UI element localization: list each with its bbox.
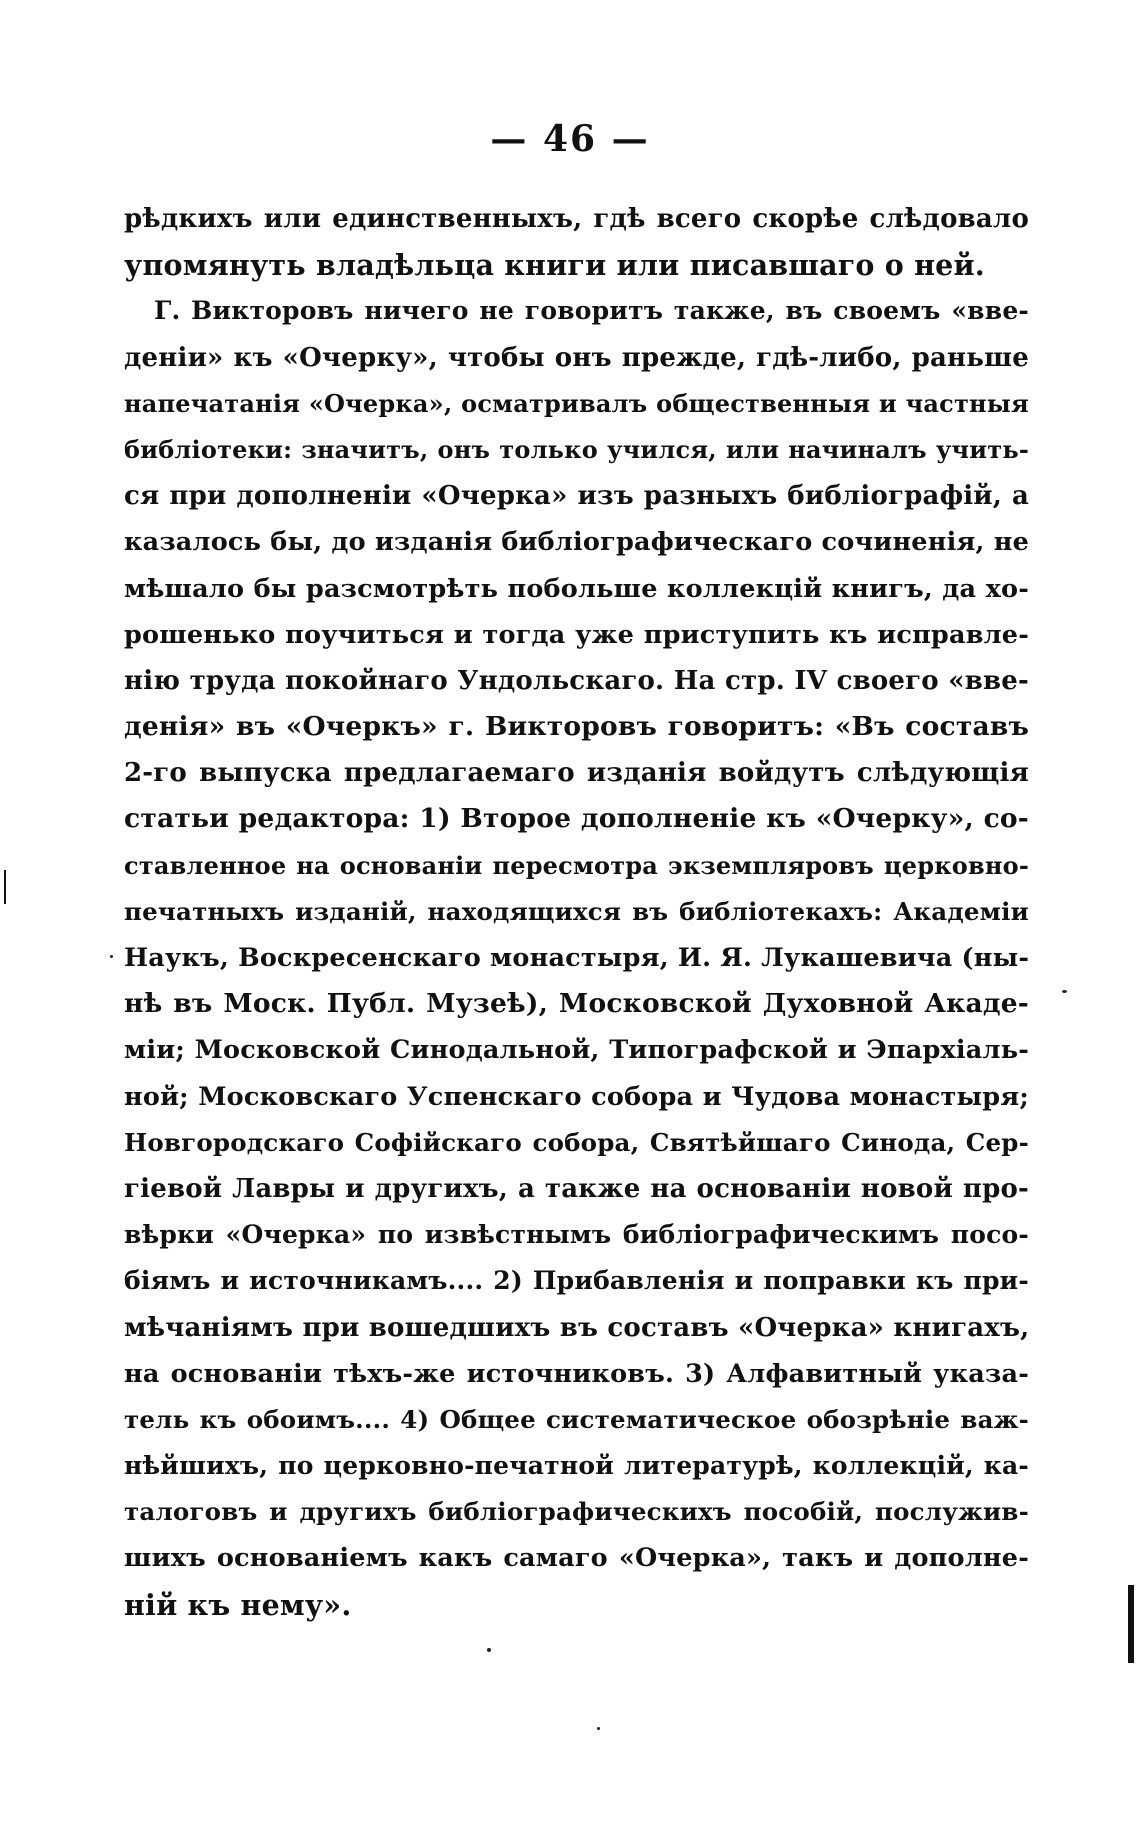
scan-edge-mark	[4, 870, 6, 904]
text-line: библіотеки: значитъ, онъ только учился, или начиналъ учить-	[124, 434, 1029, 464]
body-text	[124, 196, 1029, 1628]
scan-edge-mark	[1128, 1585, 1134, 1663]
scan-speck	[110, 955, 113, 958]
scan-speck	[1062, 990, 1067, 993]
text-line: ставленное на основаніи пересмотра экземпляровъ церковно-	[124, 850, 1029, 880]
text-line: мѣчаніямъ при вошедшихъ въ составъ «Очерка» книгахъ,	[124, 1312, 1030, 1343]
text-line: Наукъ, Воскресенскаго монастыря, И. Я. Лукашевича (ны-	[124, 943, 1030, 973]
text-line: біямъ и источникамъ.... 2) Прибавленія и поправки къ при-	[124, 1266, 1029, 1296]
text-line: рѣдкихъ или единственныхъ, гдѣ всего скорѣе слѣдовало	[124, 204, 1029, 234]
text-line: напечатанія «Очерка», осматривалъ общественныя и частныя	[124, 388, 1029, 418]
text-line: ній къ нему».	[124, 1587, 352, 1622]
text-line: шихъ основаніемъ какъ самаго «Очерка», такъ и дополне-	[124, 1543, 1029, 1574]
text-line: статьи редактора: 1) Второе дополненіе къ «Очерку», со-	[124, 803, 1029, 835]
text-line: денія» въ «Очеркъ» г. Викторовъ говоритъ: «Въ составъ	[124, 711, 1029, 743]
text-line: тель къ обоимъ.... 4) Общее систематическое обозрѣніе важ-	[124, 1404, 1029, 1434]
text-line: Новгородскаго Софійскаго собора, Святѣйшаго Синода, Сер-	[124, 1127, 1029, 1157]
text-line: на основаніи тѣхъ-же источниковъ. 3) Алфавитный указа-	[124, 1358, 1029, 1389]
text-line: мѣшало бы разсмотрѣть побольше коллекцій книгъ, да хо-	[124, 573, 1029, 604]
text-line: нѣ въ Моск. Публ. Музеѣ), Московской Духовной Акаде-	[124, 988, 1029, 1020]
text-line: упомянуть владѣльца книги или писавшаго о ней.	[124, 248, 985, 283]
text-line: 2-го выпуска предлагаемаго изданія войдутъ слѣдующія	[124, 758, 1029, 789]
text-line: вѣрки «Очерка» по извѣстнымъ библіографическимъ посо-	[124, 1220, 1029, 1250]
text-line: нію труда покойнаго Ундольскаго. На стр. IV своего «вве-	[124, 665, 1029, 696]
text-line: талоговъ и другихъ библіографическихъ пособій, послужив-	[124, 1497, 1029, 1527]
page-number: — 46 —	[490, 118, 650, 160]
text-line: деніи» къ «Очерку», чтобы онъ прежде, гдѣ-либо, раньше	[124, 342, 1029, 373]
text-line: ной; Московскаго Успенскаго собора и Чудова монастыря;	[124, 1081, 1029, 1112]
text-line: нѣйшихъ, по церковно-печатной литературѣ, коллекцій, ка-	[124, 1451, 1029, 1481]
text-line: казалось бы, до изданія библіографическаго сочиненія, не	[124, 527, 1029, 558]
scan-speck	[487, 1648, 491, 1652]
text-line: міи; Московской Синодальной, Типографской и Эпархіаль-	[124, 1035, 1029, 1066]
text-line: печатныхъ изданій, находящихся въ библіотекахъ: Академіи	[124, 896, 1029, 926]
text-line: ся при дополненіи «Очерка» изъ разныхъ библіографій, а	[124, 481, 1029, 512]
text-line: рошенько поучиться и тогда уже приступить къ исправле-	[124, 619, 1029, 650]
text-line: Г. Викторовъ ничего не говоритъ также, въ своемъ «вве-	[154, 296, 1029, 326]
scan-speck	[597, 1727, 600, 1730]
text-line: гіевой Лавры и другихъ, а также на основаніи новой про-	[124, 1173, 1029, 1204]
